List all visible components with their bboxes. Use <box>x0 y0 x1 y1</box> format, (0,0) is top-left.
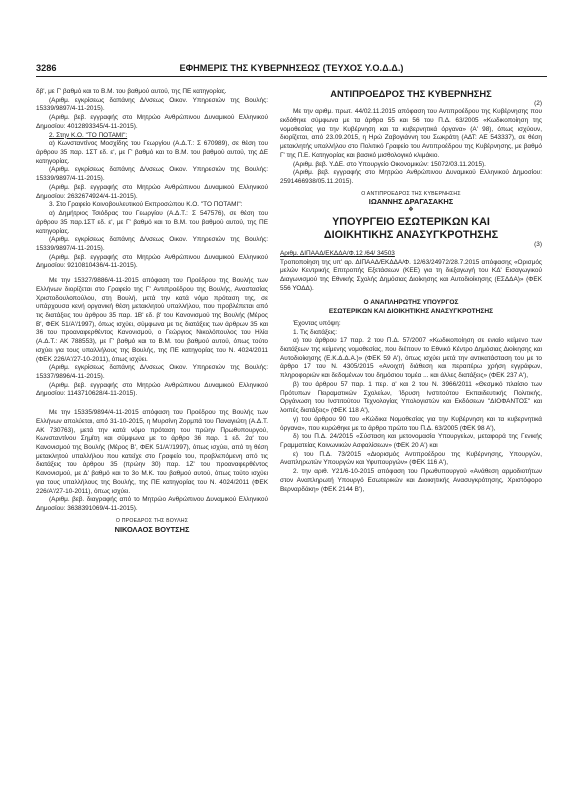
right-column <box>280 88 542 494</box>
list-item: δ) του Π.Δ. 24/2015 «Σύσταση και μετονομασία Υπουργείων, μεταφορά της Γενικής Γραμματείας Κοινωνικών Ασφαλίσεων» (ΦΕΚ 20 Α') και <box>280 433 542 449</box>
approval-reference: (Αριθμ. εγκρίσεως δαπάνης Δ/νσεως Οικον. Υπηρεσιών της Βουλής: 15337/9896/4-11-2015). <box>36 364 268 380</box>
item-number: (3) <box>534 241 542 249</box>
paragraph: α) Κωνσταντίνος Μοσχίδης του Γεωργίου (Α.Δ.Τ.: Σ 670989), σε θέση του άρθρου 35 παρ. 1ΣΤ εδ. ε', με Γ' βαθμό και το Β.Μ. του βαθμού αυτού, της ΔΕ κατηγορίας. <box>36 140 268 165</box>
approval-reference: (Αριθμ. βεβ. Υ.ΔΕ. στο Υπουργείο Οικονομικών: 15072/03.11.2015). <box>293 160 486 168</box>
decision-paragraph: Με την 15327/9886/4-11-2015 απόφαση του Προέδρου της Βουλής των Ελλήνων διορίζεται στο Γραφείο της Γ' Αντιπροέδρου της Βουλής, Αναστασίας Χριστοδουλοπούλου, στη Βουλή, μετά την κατά νόμο πρόταση της, σε υπάρχουσα κενή οργανική θέση μετακλητού υπαλλήλου, που προβλέπεται από τις διατάξεις του άρθρου 35 παρ. 1Β' εδ. β' του Κανονισμού της Βουλής (Μέρος Β', ΦΕΚ 51/Α'/1997), όπως ισχύει, σύμφωνα με τις διατάξεις των άρθρων 35 και 36 του προαναφερθέντος Κανονισμού, ο Γεώργιος Νικολόπουλος του Ηλία (Α.Δ.Τ.: ΑΚ 788553), με Γ' βαθμό και το Β.Μ. του βαθμού αυτού, όπως τούτο ισχύει για τους υπαλλήλους της Βουλής, της ΠΕ κατηγορίας του Ν. 4024/2011 (ΦΕΚ 226/Α'/27-10-2011), όπως ισχύει. <box>36 277 268 363</box>
item-number: (2) <box>534 99 542 107</box>
ministry-heading-line1: ΥΠΟΥΡΓΕΙΟ ΕΣΩΤΕΡΙΚΩΝ ΚΑΙ <box>332 216 490 229</box>
minister-title-line2: ΕΣΩΤΕΡΙΚΩΝ ΚΑΙ ΔΙΟΙΚΗΤΙΚΗΣ ΑΝΑΣΥΓΚΡΟΤΗΣΗΣ <box>328 308 494 316</box>
signature-office: Ο ΠΡΟΕΔΡΟΣ ΤΗΣ ΒΟΥΛΗΣ <box>115 517 189 524</box>
minister-title-line1: Ο ΑΝΑΠΛΗΡΩΤΗΣ ΥΠΟΥΡΓΟΣ <box>363 299 459 307</box>
paragraph: α) Δημήτριος Τσιόδρας του Γεωργίου (Α.Δ.Τ.: Σ 547576), σε θέση του άρθρου 35 παρ.1ΣΤ εδ. ε', με Γ' βαθμό και το Β.Μ. του βαθμού αυτού, της ΠΕ κατηγορίας. <box>36 210 268 235</box>
approval-reference: (Αριθμ. εγκρίσεως δαπάνης Δ/νσεως Οικον. Υπηρεσιών της Βουλής: 15339/9897/4-11-2015). <box>36 236 268 252</box>
preamble-label: Έχοντας υπόψη: <box>293 319 341 327</box>
paragraph: δβ', με Γ' βαθμό και το Β.Μ. του βαθμού αυτού, της ΠΕ κατηγορίας. <box>36 88 227 95</box>
registry-reference: (Αριθμ. βεβ. εγγραφής στο Μητρώο Ανθρώπινου Δυναμικού Ελληνικού Δημοσίου: 1143710628/4-11-2015). <box>36 381 268 398</box>
list-item: ε) του Π.Δ. 73/2015 «Διορισμός Αντιπροέδρου της Κυβέρνησης, Υπουργών, Αναπληρωτών Υπουργών και Υφυπουργών» (ΦΕΚ 116 Α'), <box>280 450 542 467</box>
gazette-title: ΕΦΗΜΕΡΙΣ ΤΗΣ ΚΥΒΕΡΝΗΣΕΩΣ (ΤΕΥΧΟΣ Υ.Ο.Δ.Δ.) <box>179 63 404 73</box>
ministry-heading-line2: ΔΙΟΙΚΗΤΙΚΗΣ ΑΝΑΣΥΓΚΡΟΤΗΣΗΣ <box>323 228 499 241</box>
decision-paragraph: Με την αριθμ. πρωτ. 44/02.11.2015 απόφαση του Αντιπροέδρου της Κυβέρνησης που εκδόθηκε σύμφωνα με τα άρθρα 55 και 56 του Π.Δ. 63/2005 «Κωδικοποίηση της νομοθεσίας για την Κυβέρνηση και τα κυβερνητικά όργανα» (Α' 98), όπως ισχύουν, διορίζεται, από 23.09.2015, η Ηρώ Ζαβογιάννη του Σωκράτη (ΑΔΤ: ΑΕ 543337), σε θέση μετακλητής υπαλλήλου στο Πολιτικό Γραφείο του Αντιπροέδρου της Κυβέρνησης, με βαθμό Γ' της Π.Ε. Κατηγορίας και βασικό μισθολογικό κλιμάκιο. <box>280 108 542 159</box>
signature-name: ΝΙΚΟΛΑΟΣ ΒΟΥΤΣΗΣ <box>114 524 190 534</box>
section-heading: ΑΝΤΙΠΡΟΕΔΡΟΣ ΤΗΣ ΚΥΒΕΡΝΗΣΗΣ <box>330 88 492 99</box>
registry-reference: (Αριθμ. βεβ. εγγραφής στο Μητρώο Ανθρώπινου Δυναμικού Ελληνικού Δημοσίου: 9210810436/4-11-2015). <box>36 253 268 270</box>
list-item: α) του άρθρου 17 παρ. 2 του Π.Δ. 57/2007 «Κωδικοποίηση σε ενιαίο κείμενο των διατάξεων της κείμενης νομοθεσίας, που διέπουν το Εθνικό Κέντρο Δημόσιας Διοίκησης και Αυτοδιοίκησης (Ε.Κ.Δ.Δ.Α.)» (ΦΕΚ 59 Α'), όπως ισχύει μετά την αντικατάσταση του με το άρθρο 17 του Ν. 4305/2015 «Ανοιχτή διάθεση και περαιτέρω χρήση εγγράφων, πληροφοριών και δεδομένων του δημόσιου τομέα ... και άλλες διατάξεις» (ΦΕΚ 237 Α'), <box>280 337 542 380</box>
registry-reference: (Αριθμ. βεβ. εγγραφής στο Μητρώο Ανθρώπινου Δυναμικού Ελληνικού Δημοσίου: 4012893345/4-11-2015). <box>36 114 268 130</box>
separator-ornament: ❖ <box>408 207 414 214</box>
decision-paragraph: Με την 15335/9894/4-11-2015 απόφαση του Προέδρου της Βουλής των Ελλήνων απολύεται, από 31-10-2015, η Μυρσίνη Ζορμπά του Παναγιώτη (Α.Δ.Τ. ΑΚ 730763), μετά την κατά νόμο πρόταση του πρώην Πρωθυπουργού, Κωνσταντίνου Σημίτη και σύμφωνα με το άρθρο 36 παρ. 1 εδ. 2α' του Κανονισμού της Βουλής (Μέρος Β', ΦΕΚ 51/Α'/1997), όπως ισχύει, από τη θέση μετακλητού υπαλλήλου που κατείχε στο Γραφείο του, προβλεπόμενη από τις διατάξεις του άρθρου 35 (πρώην 30) παρ. 1Ζ' του προαναφερθέντος Κανονισμού, με Δ' βαθμό και το 3ο Μ.Κ. του βαθμού αυτού, όπως τούτο ισχύει για τους υπαλλήλους της Βουλής, της ΠΕ κατηγορίας του Ν. 4024/2011 (ΦΕΚ 226/Α'/27-10-2011), όπως ισχύει. <box>36 409 268 495</box>
list-item: γ) του άρθρου 90 του «Κώδικα Νομοθεσίας για την Κυβέρνηση και τα κυβερνητικά όργανα», που κυρώθηκε με το άρθρο πρώτο του Π.Δ. 63/2005 (ΦΕΚ 98 Α'), <box>280 415 542 432</box>
page-number: 3286 <box>36 63 57 73</box>
list-item: 1. Τις διατάξεις: <box>293 328 338 336</box>
list-item: 2. την αριθ. Υ21/6-10-2015 απόφαση του Πρωθυπουργού «Ανάθεση αρμοδιοτήτων στον Αναπληρωτή Υπουργό Εσωτερικών και Διοικητικής Ανασυγκρότησης, Χριστόφορο Βερναρδάκη» (ΦΕΚ 2144 Β'), <box>280 468 542 493</box>
section-label: 3. Στο Γραφείο Κοινοβουλευτικού Εκπροσώπου Κ.Ο. "ΤΟ ΠΟΤΑΜΙ": <box>49 201 243 209</box>
page-header <box>36 62 547 77</box>
approval-reference: (Αριθμ. εγκρίσεως δαπάνης Δ/νσεως Οικον. Υπηρεσιών της Βουλής: 15339/9897/4-11-2015). <box>36 96 268 113</box>
left-column <box>36 88 268 534</box>
decision-reference-number: Αριθμ. ΔΙΠΑΑΔ/ΕΚΔΔΑ/Φ.12 /64/ 34503 <box>280 249 395 257</box>
list-item: β) του άρθρου 57 παρ. 1 περ. α' και 2 του Ν. 3966/2011 «Θεσμικό πλαίσιο των Πρότυπων Πειραματικών Σχολείων, Ίδρυση Ινστιτούτου Εκπαιδευτικής Πολιτικής, Οργάνωση του Ινστιτούτου Τεχνολογίας Υπολογιστών και Εκδόσεων "ΔΙΟΦΑΝΤΟΣ" και λοιπές διατάξεις» (ΦΕΚ 118 Α'), <box>280 380 542 415</box>
signature-name: ΙΩΑΝΝΗΣ ΔΡΑΓΑΣΑΚΗΣ <box>368 197 454 207</box>
signature-office: Ο ΑΝΤΙΠΡΟΕΔΡΟΣ ΤΗΣ ΚΥΒΕΡΝΗΣΗΣ <box>361 190 461 197</box>
registry-reference: (Αριθμ. βεβ. εγγραφής στο Μητρώο Ανθρώπινου Δυναμικού Ελληνικού Δημοσίου: 2632674924/4-11-2015). <box>36 183 268 200</box>
registry-reference: (Αριθμ. βεβ. εγγραφής στο Μητρώο Ανθρώπινου Δυναμικού Ελληνικού Δημοσίου: 2591466938/05.11.2015). <box>280 169 542 185</box>
section-label: 2. Στην Κ.Ο. "ΤΟ ΠΟΤΑΜΙ": <box>49 131 128 139</box>
decision-title: Τροποποίηση της υπ' αρ. ΔΙΠΑΑΔ/ΕΚΔΔΑ/Φ. 12/63/24972/28.7.2015 απόφασης «Ορισμός μελών Κεντρικής Επιτροπής Εξετάσεων (ΚΕΕ) για τη διεξαγωγή του ΚΔ' Εισαγωγικού Διαγωνισμού της Εθνικής Σχολής Δημόσιας Διοίκησης και Αυτοδιοίκησης (ΕΣΔΔΑ)» (ΦΕΚ 556 ΥΟΔΔ). <box>280 258 542 292</box>
approval-reference: (Αριθμ. εγκρίσεως δαπάνης Δ/νσεως Οικον. Υπηρεσιών της Βουλής: 15339/9897/4-11-2015). <box>36 166 268 183</box>
registry-reference: (Αριθμ. βεβ. διαγραφής από το Μητρώο Ανθρώπινου Δυναμικού Ελληνικού Δημοσίου: 3638391069/4-11-2015). <box>36 496 268 513</box>
